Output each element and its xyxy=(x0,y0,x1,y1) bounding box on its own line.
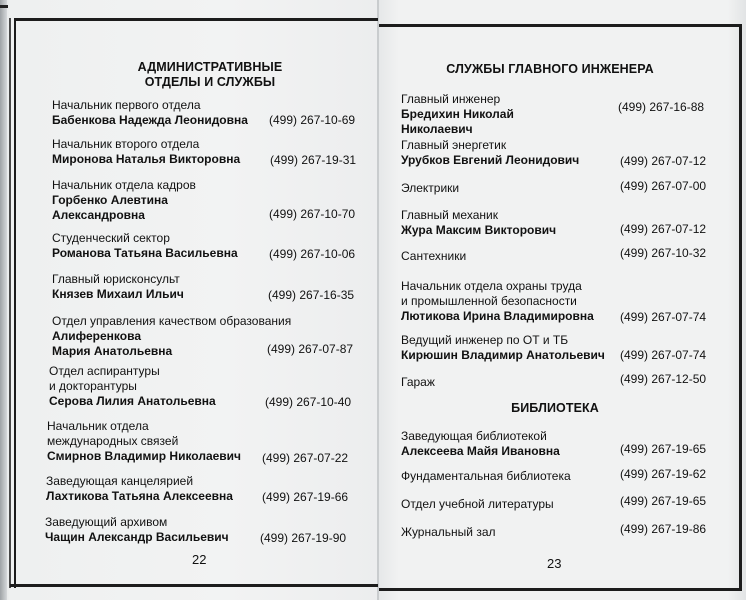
entry-title: Электрики xyxy=(401,181,460,195)
directory-entry xyxy=(401,208,556,238)
left-frame-top xyxy=(16,18,378,21)
entry-title: Журнальный зал xyxy=(401,525,496,539)
entry-phone: (499) 267-10-69 xyxy=(269,113,356,127)
entry-title: Заведующий архивом xyxy=(45,515,168,529)
entry-name: Романова Татьяна Васильевна xyxy=(52,246,238,260)
left-frame-bottom xyxy=(10,584,378,587)
directory-entry xyxy=(52,178,196,223)
entry-title: Начальник отдела охраны труда xyxy=(401,279,582,293)
entry-title: Начальник первого отдела xyxy=(52,98,201,112)
entry-title: Заведующая библиотекой xyxy=(401,429,547,443)
book-gutter xyxy=(377,0,379,600)
entry-title: Начальник второго отдела xyxy=(52,137,200,151)
directory-entry xyxy=(401,375,435,390)
entry-name: Чащин Александр Васильевич xyxy=(45,530,229,544)
entry-name: Урубков Евгений Леонидович xyxy=(401,153,580,167)
right-frame-side xyxy=(739,24,742,591)
directory-entry xyxy=(401,92,514,137)
directory-entry xyxy=(45,515,229,545)
entry-phone: (499) 267-10-32 xyxy=(620,246,707,260)
entry-name: Бредихин Николай xyxy=(401,107,514,121)
entry-phone: (499) 267-16-88 xyxy=(618,100,705,114)
entry-title: Ведущий инженер по ОТ и ТБ xyxy=(401,333,569,347)
entry-title: Отдел учебной литературы xyxy=(401,497,554,511)
directory-entry xyxy=(401,497,554,512)
left-frame-line xyxy=(14,18,16,588)
entry-title: Фундаментальная библиотека xyxy=(401,469,571,483)
directory-entry xyxy=(401,181,459,196)
directory-entry xyxy=(401,469,571,484)
entry-title: Сантехники xyxy=(401,249,467,263)
entry-phone: (499) 267-07-00 xyxy=(620,179,707,193)
entry-title: Отдел аспирантуры xyxy=(49,364,160,378)
entry-phone: (499) 267-19-65 xyxy=(620,494,707,508)
page-number: 23 xyxy=(547,556,562,571)
entry-phone: (499) 267-16-35 xyxy=(268,288,355,302)
entry-name: Мария Анатольевна xyxy=(52,344,173,358)
entry-name: Жура Максим Викторович xyxy=(401,223,557,237)
directory-entry xyxy=(52,98,248,128)
entry-title: Главный механик xyxy=(401,208,498,222)
entry-phone: (499) 267-19-90 xyxy=(260,531,347,545)
entry-name: Кирюшин Владимир Анатольевич xyxy=(401,348,605,362)
entry-title: Заведующая канцелярией xyxy=(46,474,194,488)
entry-phone: (499) 267-10-06 xyxy=(269,247,356,261)
entry-title: и промышленной безопасности xyxy=(401,294,577,308)
entry-title: Студенческий сектор xyxy=(52,231,170,245)
directory-entry xyxy=(52,231,238,261)
entry-name: Бабенкова Надежда Леонидовна xyxy=(52,113,248,127)
left-frame-outer-line xyxy=(9,18,11,588)
entry-phone: (499) 267-19-65 xyxy=(620,442,707,456)
entry-name: Алексеева Майя Ивановна xyxy=(401,444,560,458)
directory-entry xyxy=(401,429,560,459)
entry-name: Князев Михаил Ильич xyxy=(52,287,184,301)
page-edge xyxy=(0,0,7,600)
section-heading-administrative xyxy=(110,60,310,90)
entry-phone: (499) 267-10-70 xyxy=(269,207,356,221)
heading-line: ОТДЕЛЫ И СЛУЖБЫ xyxy=(144,75,276,89)
directory-entry xyxy=(49,364,216,409)
entry-name: Горбенко Алевтина xyxy=(52,193,168,207)
directory-entry xyxy=(52,272,184,302)
section-heading-chief-engineer: СЛУЖБЫ ГЛАВНОГО ИНЖЕНЕРА xyxy=(446,62,654,76)
entry-phone: (499) 267-07-74 xyxy=(620,348,707,362)
entry-phone: (499) 267-19-86 xyxy=(620,522,707,536)
entry-phone: (499) 267-12-50 xyxy=(620,372,707,386)
entry-title: международных связей xyxy=(47,434,179,448)
directory-entry xyxy=(47,419,241,464)
entry-name: Алиференкова xyxy=(52,329,142,343)
directory-entry xyxy=(401,279,594,324)
right-frame-top xyxy=(379,24,741,27)
entry-phone: (499) 267-07-12 xyxy=(620,222,707,236)
entry-phone: (499) 267-19-31 xyxy=(270,153,357,167)
directory-entry xyxy=(46,474,233,504)
directory-entry xyxy=(401,138,579,168)
entry-name: Миронова Наталья Викторовна xyxy=(52,152,241,166)
entry-phone: (499) 267-19-66 xyxy=(262,490,349,504)
entry-phone: (499) 267-07-87 xyxy=(267,342,354,356)
directory-entry xyxy=(401,249,466,264)
entry-title: Отдел управления качеством образования xyxy=(52,314,292,328)
entry-title: и докторантуры xyxy=(49,379,137,393)
section-heading-library: БИБЛИОТЕКА xyxy=(511,401,599,415)
entry-title: Главный инженер xyxy=(401,92,501,106)
directory-entry xyxy=(52,137,240,167)
right-frame-bottom xyxy=(379,588,742,591)
entry-name: Лютикова Ирина Владимировна xyxy=(401,309,594,323)
page-number: 22 xyxy=(192,552,207,567)
entry-name: Лахтикова Татьяна Алексеевна xyxy=(46,489,233,503)
page-edge-mark xyxy=(0,5,8,8)
entry-phone: (499) 267-10-40 xyxy=(265,395,352,409)
directory-entry xyxy=(401,525,496,540)
directory-entry xyxy=(52,314,291,359)
directory-entry xyxy=(401,333,605,363)
entry-title: Начальник отдела xyxy=(47,419,149,433)
entry-phone: (499) 267-19-62 xyxy=(620,467,707,481)
entry-name: Серова Лилия Анатольевна xyxy=(49,394,216,408)
entry-phone: (499) 267-07-22 xyxy=(262,451,349,465)
entry-phone: (499) 267-07-12 xyxy=(620,154,707,168)
entry-title: Начальник отдела кадров xyxy=(52,178,196,192)
entry-title: Главный энергетик xyxy=(401,138,507,152)
heading-line: АДМИНИСТРАТИВНЫЕ xyxy=(137,60,283,74)
entry-title: Главный юрисконсульт xyxy=(52,272,180,286)
entry-title: Гараж xyxy=(401,375,435,389)
entry-phone: (499) 267-07-74 xyxy=(620,310,707,324)
entry-name: Александровна xyxy=(52,208,145,222)
entry-name: Смирнов Владимир Николаевич xyxy=(47,449,242,463)
entry-name: Николаевич xyxy=(401,122,473,136)
